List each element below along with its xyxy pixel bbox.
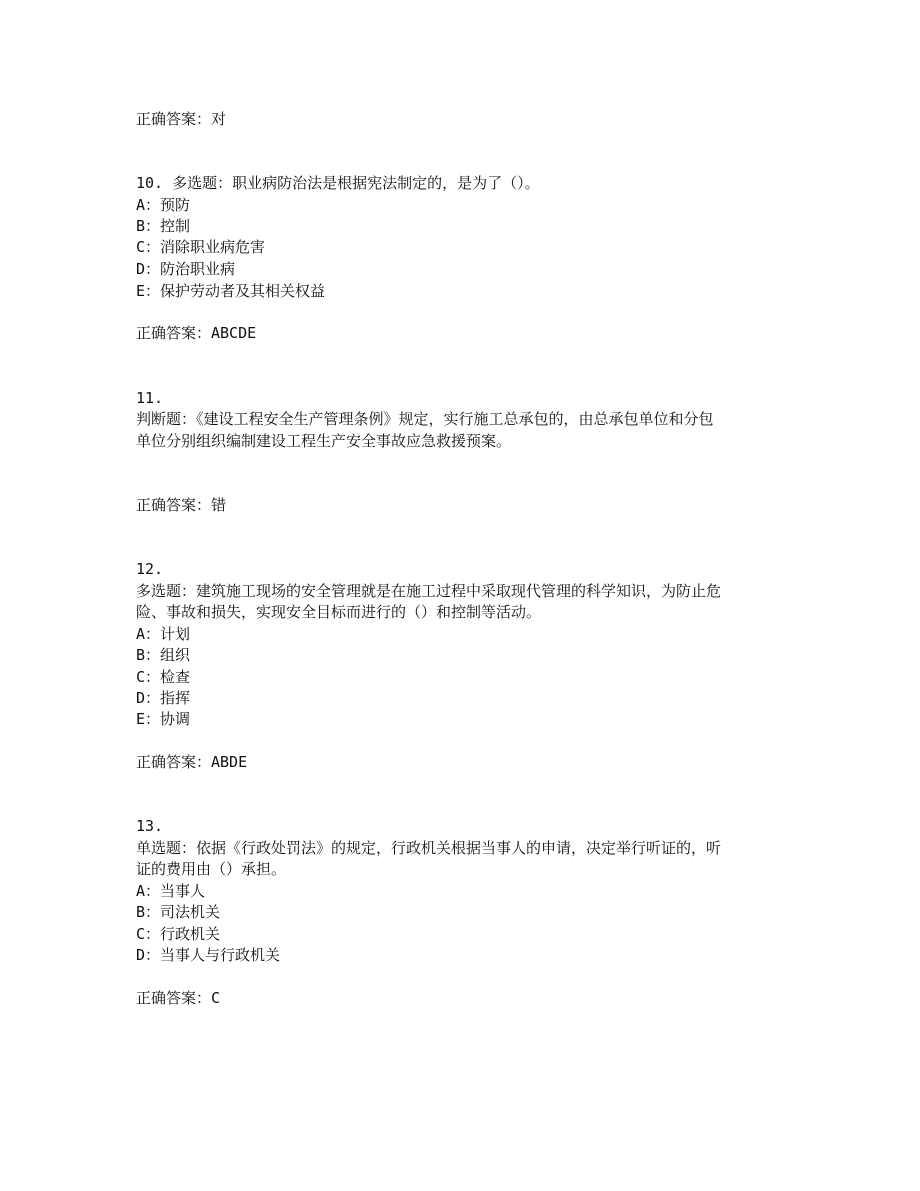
q10-option-e: E：保护劳动者及其相关权益	[136, 282, 326, 300]
q13-option-a: A：当事人	[136, 882, 206, 900]
question-11-line-2: 单位分别组织编制建设工程生产安全事故应急救援预案。	[136, 432, 512, 450]
q12-option-b: B：组织	[136, 646, 191, 664]
q12-option-a: A：计划	[136, 625, 191, 643]
q10-option-d: D：防治职业病	[136, 260, 236, 278]
q12-option-c: C：检查	[136, 668, 191, 686]
q11-answer: 正确答案：错	[136, 496, 227, 514]
q10-option-a: A：预防	[136, 196, 191, 214]
q13-option-c: C：行政机关	[136, 925, 221, 943]
q13-option-d: D：当事人与行政机关	[136, 946, 281, 964]
question-10	[136, 173, 540, 194]
q12-option-d: D：指挥	[136, 689, 191, 707]
answer-prev: 正确答案：对	[136, 110, 227, 128]
question-12-line-2: 险、事故和损失，实现安全目标而进行的（）和控制等活动。	[136, 603, 542, 621]
q10-answer: 正确答案：ABCDE	[136, 324, 257, 342]
q10-option-c: C：消除职业病危害	[136, 238, 266, 256]
question-13-line-2: 证的费用由（）承担。	[136, 860, 287, 878]
q12-option-e: E：协调	[136, 710, 191, 728]
q13-answer: 正确答案：C	[136, 989, 221, 1007]
question-10-number: 10.	[136, 174, 164, 192]
question-12-number: 12.	[136, 560, 164, 578]
question-11-number: 11.	[136, 389, 164, 407]
q10-option-b: B：控制	[136, 217, 191, 235]
question-13-number: 13.	[136, 817, 164, 835]
question-10-text: 多选题：职业病防治法是根据宪法制定的，是为了（）。	[172, 174, 540, 192]
question-11-line-1: 判断题：《建设工程安全生产管理条例》规定，实行施工总承包的，由总承包单位和分包	[136, 410, 714, 428]
q12-answer: 正确答案：ABDE	[136, 753, 248, 771]
question-12-line-1: 多选题：建筑施工现场的安全管理就是在施工过程中采取现代管理的科学知识，为防止危	[136, 582, 722, 600]
q13-option-b: B：司法机关	[136, 903, 221, 921]
question-13-line-1: 单选题：依据《行政处罚法》的规定，行政机关根据当事人的申请，决定举行听证的，听	[136, 839, 722, 857]
